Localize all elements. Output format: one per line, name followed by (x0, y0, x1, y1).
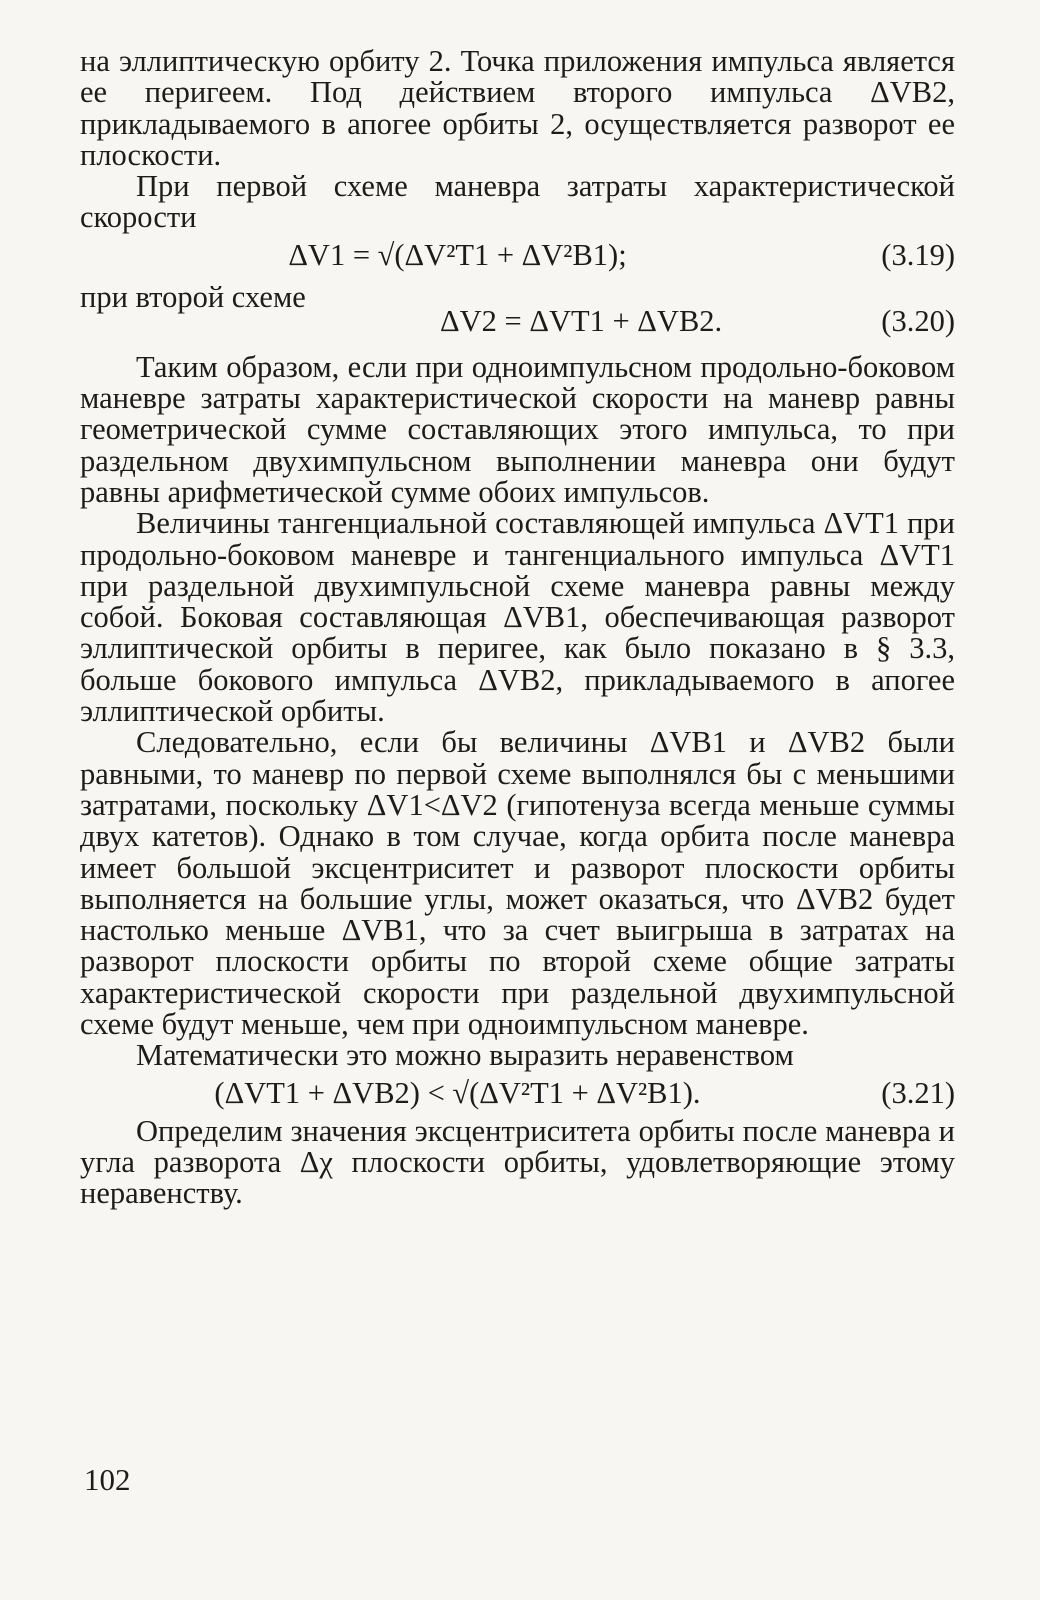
paragraph-5: Величины тангенциальной составляющей импульса ΔVT1 при продольно-боковом маневре и тангенциального импульса ΔVT1 при раздельной двухимпульсной схеме маневра равны между собой. Боковая составляющая ΔVB1, обеспечивающая разворот эллиптической орбиты в перигее, как было показано в § 3.3, больше бокового импульса ΔVB2, прикладываемого в апогее эллиптической орбиты. (80, 506, 955, 729)
equation-3-20-number: (3.20) (881, 303, 955, 338)
paragraph-7: Математически это можно выразить неравенством (136, 1038, 794, 1073)
equation-3-20-formula: ΔV2 = ΔVT1 + ΔVB2. (440, 303, 723, 338)
page-body (80, 46, 955, 1210)
paragraph-2: При первой схеме маневра затраты характеристической скорости (80, 169, 955, 235)
paragraph-3-lead: при второй схеме (80, 279, 306, 314)
paragraph-4: Таким образом, если при одноимпульсном продольно-боковом маневре затраты характеристической скорости на маневр равны геометрической сумме составляющих этого импульса, то при раздельном двухимпульсном выполнении маневра они будут равны арифметической сумме обоих импульсов. (80, 349, 955, 509)
equation-3-21 (80, 1072, 955, 1116)
equation-3-19 (80, 234, 955, 278)
paragraph-8: Определим значения эксцентриситета орбиты после маневра и угла разворота Δχ плоскости орбиты, удовлетворяющие этому неравенству. (80, 1113, 955, 1211)
equation-3-21-formula: (ΔVT1 + ΔVB2) < √(ΔV²T1 + ΔV²B1). (214, 1075, 701, 1110)
equation-3-20-block (80, 278, 955, 338)
paragraph-6: Следовательно, если бы величины ΔVB1 и ΔVB2 были равными, то маневр по первой схеме выполнялся бы с меньшими затратами, поскольку ΔV1<ΔV2 (гипотенуза всегда меньше суммы двух катетов). Однако в том случае, когда орбита после маневра имеет большой эксцентриситет и разворот плоскости орбиты выполняется на большие углы, может оказаться, что ΔVB2 будет настолько меньше ΔVB1, что за счет выигрыша в затратах на разворот плоскости орбиты по второй схеме общие затраты характеристической скорости при раздельной двухимпульсной схеме будут меньше, чем при одноимпульсном маневре. (80, 725, 955, 1042)
equation-3-21-number: (3.21) (881, 1075, 955, 1110)
equation-3-19-number: (3.19) (881, 237, 955, 272)
equation-3-19-formula: ΔV1 = √(ΔV²T1 + ΔV²B1); (288, 237, 627, 272)
page-number: 102 (84, 1462, 131, 1497)
paragraph-1: на эллиптическую орбиту 2. Точка приложения импульса является ее перигеем. Под действием второго импульса ΔVB2, прикладываемого в апогее орбиты 2, осуществляется разворот ее плоскости. (80, 44, 955, 172)
